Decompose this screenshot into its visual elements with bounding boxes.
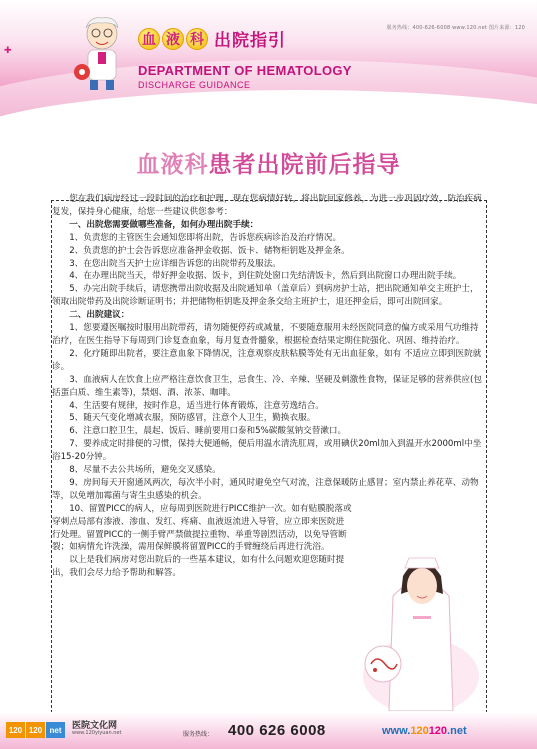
- department-subtitle: 出院指引: [214, 31, 286, 51]
- list-item: 5、随天气变化增减衣服，预防感冒，注意个人卫生，勤换衣服。: [69, 413, 316, 424]
- footer-logo-url: www.120yiyuan.net: [72, 730, 122, 736]
- list-item: 2、负责您的护士会告诉您应准备押金收据、饭卡、储物柜钥匙及押金条。: [69, 245, 350, 256]
- list-item: 7、要养成定时排便的习惯，保持大便通畅，便后用温水清洗肛周，或用碘伏20ml加入到温开水2000ml中坐浴15-20分钟。: [52, 439, 482, 463]
- list-item: 2、化疗随即出院者，要注意血象下降情况，注意观察皮肤粘膜等处有无出血征象，如有 不适应立即到医院就诊。: [52, 348, 482, 372]
- footer-logo: [6, 722, 65, 738]
- red-cross-icon: ✚: [4, 46, 12, 56]
- website-part: 120: [410, 725, 429, 737]
- website-part: www.: [382, 725, 411, 737]
- page-title-main: 患者出院前后指导: [208, 152, 401, 178]
- page-title-dept: 血液科: [136, 152, 209, 178]
- title-badge: 科: [186, 28, 208, 50]
- department-english-subtitle: DISCHARGE GUIDANCE: [138, 80, 251, 90]
- doctor-mascot-icon: [74, 14, 130, 94]
- content-body: [52, 193, 484, 580]
- footer-website: [382, 725, 467, 737]
- list-item: 6、注意口腔卫生，晨起、饭后、睡前要用口泰和5%碳酸氢钠交替漱口。: [69, 426, 347, 437]
- website-part: 120: [428, 725, 448, 737]
- list-item: 3、在您出院当天护士应详细告诉您的出院带药及服法。: [69, 258, 281, 269]
- intro-paragraph: 您在我们病房经过一段时间的治疗和护理，现在您病情好转，将出院回家修养，为进一步巩固疗效，防治疾病复发，保持身心健康，给您一些建议供您参考：: [52, 194, 482, 217]
- list-item: 4、生活要有规律，按时作息，适当进行体育锻炼，注意劳逸结合。: [69, 400, 324, 411]
- title-badge: 液: [162, 28, 184, 50]
- list-item: 1、负责您的主管医生会通知您即将出院，告诉您疾病诊治及治疗情况。: [69, 232, 342, 243]
- list-item: 5、办完出院手续后，请您携带出院收据及出院通知单（盖章后）到病房护士站，把出院通知单交主班护士，领取出院带药及出院诊断证明书；并把储物柜钥匙及押金条交给主班护士，退还押金后，即可出院回家。: [52, 284, 479, 308]
- list-item: 10、留置PICC的病人，应每周到医院进行PICC维护一次。如有贴膜脱落或穿刺点局部有渗液、渗血、发红、疼痛、血液返流进入导管，应立即来医院进行处理。留置PICC的一侧手臂严禁做提拉重物、举重等剧烈活动，以免导管断裂；如病情允许洗澡，需用保鲜膜将留置PICC的手臂缠绕后再进行洗浴。: [52, 503, 352, 553]
- title-badge: 血: [138, 28, 160, 50]
- header-meta-line: 服务热线：400-626-6008 www.120.net 图片来源：120: [386, 25, 525, 31]
- list-item: 1、您要遵医嘱按时服用出院带药，请勿随便停药或减量，不要随意服用未经医院同意的偏方或采用气功维持治疗，在医生指导下每周到门诊复查血象，每月复查骨髓象，根据检查结果定期住院强化、巩固、维持治疗。: [52, 323, 479, 346]
- hotline-number: 400 626 6008: [228, 722, 326, 739]
- closing-paragraph: 以上是我们病房对您出院后的一些基本建议，如有什么问题欢迎您随时提出，我们会尽力给予帮助和解答。: [52, 555, 345, 579]
- list-item: 4、在办理出院当天，带好押金收据、饭卡，到住院处窗口先结清饭卡，然后到出院窗口办理出院手续。: [69, 271, 462, 282]
- page-title: [0, 146, 537, 179]
- logo-box: 120: [6, 722, 25, 738]
- website-part: .net: [447, 725, 467, 737]
- footer-logo-text: 医院文化网: [72, 721, 118, 731]
- footer-bar: [0, 712, 537, 749]
- nurse-illustration-icon: [363, 546, 488, 711]
- department-title: [138, 26, 286, 51]
- department-english-title: DEPARTMENT OF HEMATOLOGY: [138, 63, 352, 78]
- section-heading: 一、出院您需要做哪些准备，如何办理出院手续：: [69, 219, 259, 230]
- section-heading: 二、出院建议：: [69, 310, 130, 321]
- logo-box: 120: [26, 722, 45, 738]
- list-item: 3、血液病人在饮食上应严格注意饮食卫生，忌食生、冷、辛辣、坚硬及刺激性食物，保证足够的营养供应(包括蛋白质、维生素等)，禁烟、酒、浓茶、咖啡。: [52, 374, 482, 398]
- list-item: 8、尽量不去公共场所，避免交叉感染。: [69, 465, 221, 476]
- list-item: 9、房间每天开窗通风两次，每次半小时，通风时避免空气对流，注意保暖防止感冒；室内禁止养花草、动物等，以免增加霉菌与寄生虫感染的机会。: [52, 477, 479, 501]
- hotline-label: 服务热线：: [183, 731, 214, 738]
- logo-box: net: [46, 722, 65, 738]
